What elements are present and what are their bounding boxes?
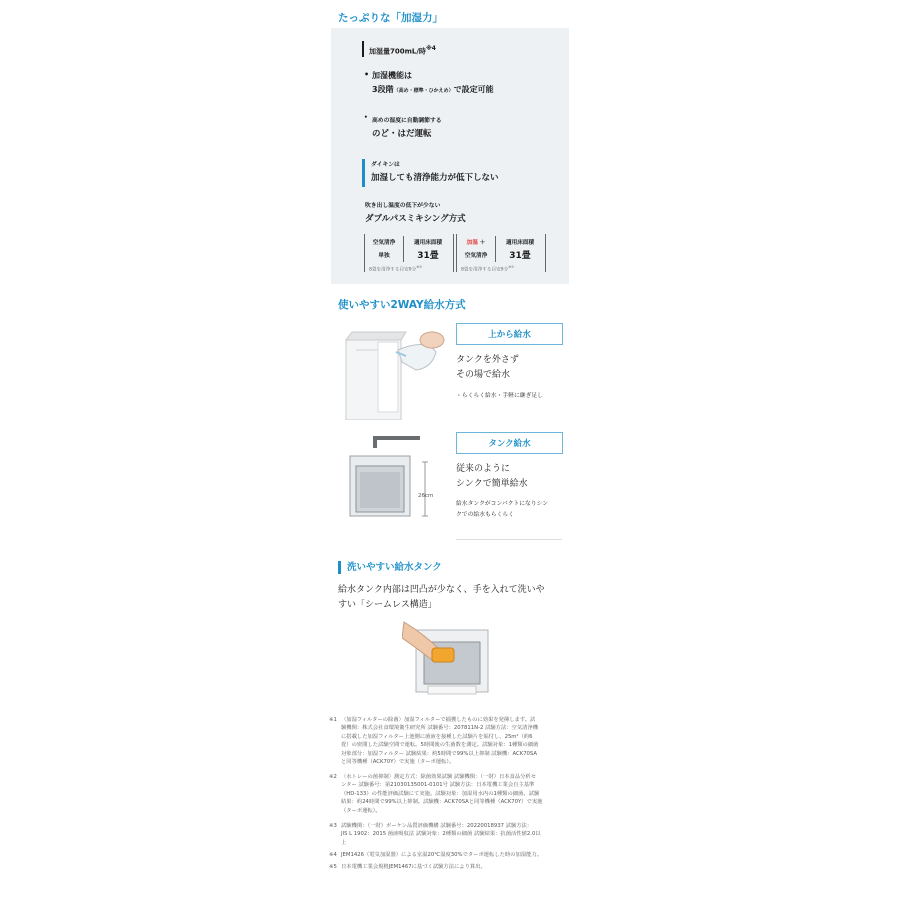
wash-tank-illustration <box>402 616 494 696</box>
top-fill-button[interactable]: 上から給水 <box>456 323 563 345</box>
daikin-main: 加湿しても清浄能力が低下しない <box>371 173 499 183</box>
spec-right-area-value: 31畳 <box>509 251 531 261</box>
spec-air-only <box>364 234 454 272</box>
tank-fill-note2: クでの給水もらくらく <box>456 512 514 518</box>
footnote-mark: ※4 <box>329 852 337 858</box>
divider <box>456 539 562 540</box>
spec-left-area-value: 31畳 <box>417 251 439 261</box>
spec-left-note: 8畳を清浄する目安9分$^{※5}$ <box>369 264 422 273</box>
footnote-line: ンター 試験番号：第21030135001-0101号 試験方法：日本電機工業会自主基準 <box>341 782 535 789</box>
footnote-line: 上 <box>341 839 347 846</box>
footnote-line: （HD-133）の性能評価試験にて実施。試験対象：加湿用水内の1種類の細菌。試験 <box>341 790 540 797</box>
top-fill-line1: タンクを外さず <box>456 355 519 365</box>
footnote-line: 〈加湿フィルターの除菌〉加湿フィルターで捕獲したものに効果を発揮します。試 <box>341 717 536 723</box>
footnote-mark: ※5 <box>329 864 337 870</box>
top-fill-illustration <box>336 320 446 420</box>
footnote-line: 試験機関：（一財）ボーケン品質評価機構 試験番号：20220018937 試験方法： <box>341 823 533 829</box>
spec-right-area-label: 適用床面積 <box>506 240 534 246</box>
footnote-line: JIS L 1902：2015 菌液吸収法 試験対象：2種類の細菌 試験結果：抗菌活性値2.0以 <box>341 831 541 838</box>
daikin-callout <box>362 159 499 187</box>
footnote-line: と同等機種（ACK70Y）で実施（ターボ運転）。 <box>341 759 455 766</box>
daikin-small: ダイキンは <box>371 162 400 168</box>
footnote-line: 日本電機工業会規格JEM1467に基づく試験方法により算出。 <box>341 864 486 870</box>
bullet-auto-small: • 高めの湿度に自動調節する <box>372 115 442 124</box>
footnote-4 <box>331 851 571 859</box>
footnote-line: （ターボ運転）。 <box>341 807 381 814</box>
wash-line2: すい「シームレス構造」 <box>338 600 437 610</box>
tank-fill-line2: シンクで簡単給水 <box>456 479 528 489</box>
footnote-line: 〈水トレーの菌抑制〉測定方式：除菌効果試験 試験機関：（一財）日本食品分析セ <box>341 774 537 780</box>
tank-fill-note1: 給水タンクがコンパクトになりシン <box>456 501 549 507</box>
footnote-line: 結果：約24時間で99%以上抑制。試験機：ACK70SAと同等機種（ACK70Y）で実施 <box>341 799 543 806</box>
top-fill-note: ・らくらく給水・手軽に継ぎ足し <box>456 393 543 399</box>
spec-humidify-air <box>456 234 546 272</box>
wash-line1: 給水タンク内部は凹凸が少なく、手を入れて洗いや <box>338 585 545 595</box>
bullet-humidify-levels: • 加湿機能は <box>372 70 412 81</box>
footnote-mark: ※1 <box>329 717 337 723</box>
footnote-1 <box>331 716 571 766</box>
capacity-label: 加湿量700mL/時$^{※4}$ <box>362 41 436 57</box>
mix-main: ダブルパスミキシング方式 <box>365 214 466 224</box>
footnote-3 <box>331 822 571 847</box>
footnote-line: 対象部分：加湿フィルター 試験結果：約5時間で99%以上抑制 試験機：ACK70SA <box>341 750 538 757</box>
spec-left-area-label: 適用床面積 <box>414 240 442 246</box>
footnote-line: 畳）の密閉した試験空間で運転。5時間後の生菌数を測定。試験対象：1種類の細菌 <box>341 742 539 749</box>
section-title-2way: 使いやすい2WAY給水方式 <box>338 299 466 311</box>
spec-left-label1: 空気清浄 <box>372 240 396 246</box>
mix-small: 吹き出し温度の低下が少ない <box>365 203 441 209</box>
tank-fill-line1: 従来のように <box>456 464 511 474</box>
footnote-line: に搭載した加湿フィルター上池側に菌液を接種した試験片を貼付し、25m²（約6 <box>341 733 533 740</box>
footnote-line: JEM1426（電気加湿器）による室温20℃湿度30%でターボ運転した時の加湿能力。 <box>341 852 543 858</box>
tank-fill-button[interactable]: タンク給水 <box>456 432 563 454</box>
section-title-humidify: たっぷりな「加湿力」 <box>338 12 443 24</box>
spec-right-label1: 加湿 ＋ <box>466 240 486 246</box>
footnote-2 <box>331 773 571 815</box>
spec-left-label2: 単独 <box>378 253 390 259</box>
footnote-5 <box>331 863 571 871</box>
tank-fill-illustration <box>340 432 440 527</box>
footnote-line: 験機関：株式会社食環境衛生研究所 試験番号：207811N-2 試験方法：空気清浄機 <box>341 725 539 732</box>
humidify-panel <box>331 28 569 284</box>
bullet-humidify-levels-line2: 3段階（高め・標準・ひかえめ）で設定可能 <box>372 85 494 94</box>
section-title-wash: 洗いやすい給水タンク <box>338 561 442 574</box>
bullet-auto-main: のど・はだ運転 <box>372 129 432 139</box>
spec-right-label2: 空気清浄 <box>464 253 488 259</box>
footnote-mark: ※2 <box>329 774 337 780</box>
footnote-mark: ※3 <box>329 823 337 829</box>
spec-right-note: 8畳を清浄する目安9分$^{※5}$ <box>461 264 514 273</box>
top-fill-line2: その場で給水 <box>456 370 511 380</box>
tank-dimension: 26cm <box>418 493 434 499</box>
